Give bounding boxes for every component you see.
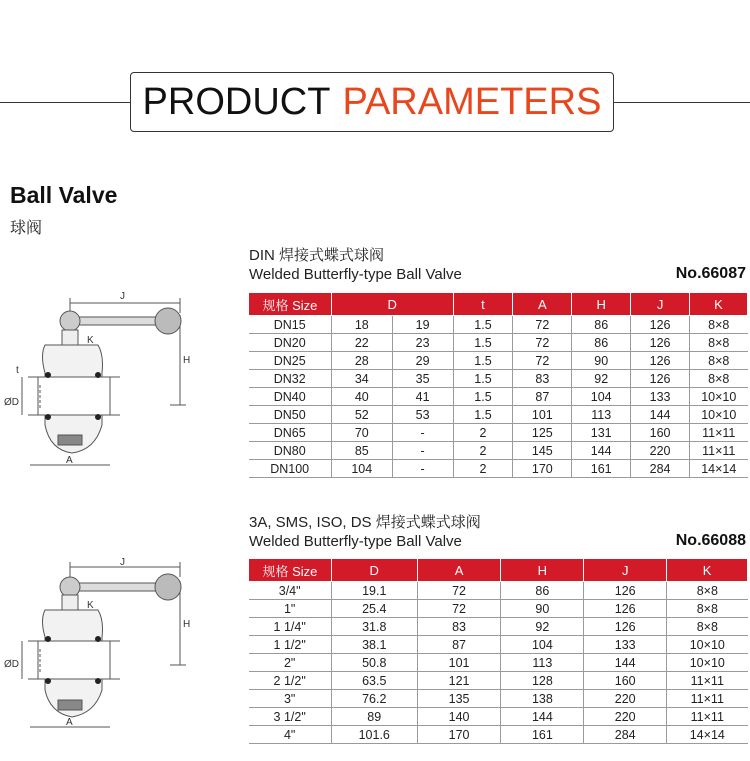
- table-cell: 284: [584, 726, 667, 744]
- table-cell: 86: [501, 582, 584, 600]
- table-cell: 72: [513, 334, 572, 352]
- table-cell: 101: [513, 406, 572, 424]
- table-cell: 133: [631, 388, 690, 406]
- table-cell: 126: [631, 370, 690, 388]
- table-cell: 131: [572, 424, 631, 442]
- table-cell: 161: [572, 460, 631, 478]
- table-cell: 41: [392, 388, 453, 406]
- table-cell: 8×8: [667, 600, 748, 618]
- valve-drawing-2: [0, 555, 200, 745]
- table-cell: 126: [631, 352, 690, 370]
- drawing2-label-k: K: [87, 600, 94, 611]
- table-cell: 128: [501, 672, 584, 690]
- valve-drawing-1: [0, 285, 200, 480]
- table-cell: 3/4": [249, 582, 332, 600]
- table-cell: 4": [249, 726, 332, 744]
- banner-word-product: PRODUCT: [142, 80, 331, 123]
- table-row: [249, 370, 748, 388]
- table2-title-cn: 3A, SMS, ISO, DS 焊接式蝶式球阀: [249, 514, 481, 531]
- table1-header-row: [249, 293, 748, 316]
- table1-model-number: No.66087: [675, 265, 746, 282]
- table-cell: 89: [331, 708, 417, 726]
- table-row: [249, 316, 748, 334]
- table-cell: -: [392, 424, 453, 442]
- table-cell: 126: [631, 334, 690, 352]
- table-cell: 72: [513, 316, 572, 334]
- drawing2-label-h: H: [183, 619, 191, 630]
- table-cell: 10×10: [690, 406, 748, 424]
- table-cell: -: [392, 460, 453, 478]
- table-cell: 14×14: [667, 726, 748, 744]
- drawing1-label-j: J: [120, 291, 125, 302]
- table-cell: 18: [331, 316, 392, 334]
- table-cell: DN65: [249, 424, 332, 442]
- table-cell: 2 1/2": [249, 672, 332, 690]
- table-row: [249, 582, 748, 600]
- table-cell: 35: [392, 370, 453, 388]
- table-cell: 101.6: [331, 726, 417, 744]
- table-cell: 25.4: [331, 600, 417, 618]
- table-cell: 53: [392, 406, 453, 424]
- table1-col-size: 规格 Size: [249, 293, 332, 316]
- table1-title-en: Welded Butterfly-type Ball Valve: [249, 266, 462, 283]
- banner-rule-right: [614, 102, 750, 103]
- table-cell: 1.5: [453, 370, 513, 388]
- table-cell: 11×11: [667, 672, 748, 690]
- table-row: [249, 672, 748, 690]
- table-cell: 133: [584, 636, 667, 654]
- table-row: [249, 424, 748, 442]
- table2-header-row: [249, 559, 748, 582]
- table-cell: 104: [572, 388, 631, 406]
- table-row: [249, 388, 748, 406]
- table-cell: 86: [572, 334, 631, 352]
- table-cell: 83: [417, 618, 501, 636]
- table-cell: 8×8: [667, 618, 748, 636]
- table-cell: 92: [572, 370, 631, 388]
- table-cell: 1.5: [453, 334, 513, 352]
- table-cell: DN40: [249, 388, 332, 406]
- table-cell: 22: [331, 334, 392, 352]
- table1-spec-table: [248, 292, 748, 478]
- table-cell: 34: [331, 370, 392, 388]
- table-cell: 72: [417, 582, 501, 600]
- table-cell: 144: [572, 442, 631, 460]
- table2-col-a: A: [417, 559, 501, 582]
- table1-col-t: t: [453, 293, 513, 316]
- table-cell: 121: [417, 672, 501, 690]
- table-cell: 144: [501, 708, 584, 726]
- table-cell: 1": [249, 600, 332, 618]
- table-row: [249, 708, 748, 726]
- drawing1-label-h: H: [183, 355, 191, 366]
- table-cell: 70: [331, 424, 392, 442]
- table-cell: 31.8: [331, 618, 417, 636]
- table1-col-k: K: [690, 293, 748, 316]
- table-cell: 1.5: [453, 352, 513, 370]
- table1-col-h: H: [572, 293, 631, 316]
- table-cell: DN20: [249, 334, 332, 352]
- table-cell: 1.5: [453, 316, 513, 334]
- table-cell: 170: [513, 460, 572, 478]
- drawing2-label-a: A: [66, 717, 73, 728]
- table2-heading: [249, 513, 481, 551]
- table-cell: 52: [331, 406, 392, 424]
- table-cell: 76.2: [331, 690, 417, 708]
- table-cell: 87: [417, 636, 501, 654]
- table-cell: DN15: [249, 316, 332, 334]
- drawing2-label-j: J: [120, 557, 125, 568]
- table-cell: 8×8: [667, 582, 748, 600]
- table-cell: 72: [417, 600, 501, 618]
- drawing1-label-a: A: [66, 455, 73, 466]
- drawing2-label-d: ØD: [4, 659, 19, 670]
- table-cell: 126: [584, 582, 667, 600]
- table-cell: 90: [572, 352, 631, 370]
- table-cell: 170: [417, 726, 501, 744]
- table-cell: 23: [392, 334, 453, 352]
- table1-col-a: A: [513, 293, 572, 316]
- table-cell: 2": [249, 654, 332, 672]
- table-cell: 72: [513, 352, 572, 370]
- table-cell: 104: [501, 636, 584, 654]
- table-cell: 29: [392, 352, 453, 370]
- section-subtitle: 球阀: [10, 220, 43, 237]
- table1-title-cn: DIN 焊接式蝶式球阀: [249, 247, 385, 264]
- table-cell: 90: [501, 600, 584, 618]
- table-cell: 113: [501, 654, 584, 672]
- table-cell: 126: [631, 316, 690, 334]
- drawing1-label-t: t: [16, 365, 19, 376]
- table-cell: DN25: [249, 352, 332, 370]
- table-cell: 11×11: [690, 424, 748, 442]
- table2-model-number: No.66088: [675, 532, 746, 549]
- table-cell: 1 1/2": [249, 636, 332, 654]
- section-title: Ball Valve: [10, 182, 118, 208]
- table-cell: 92: [501, 618, 584, 636]
- table-cell: 8×8: [690, 316, 748, 334]
- table-cell: DN50: [249, 406, 332, 424]
- table1-col-d: D: [331, 293, 453, 316]
- table-cell: 161: [501, 726, 584, 744]
- table2-col-k: K: [667, 559, 748, 582]
- table-cell: 2: [453, 460, 513, 478]
- table-cell: 3 1/2": [249, 708, 332, 726]
- table-cell: 138: [501, 690, 584, 708]
- table-cell: 140: [417, 708, 501, 726]
- table-cell: 284: [631, 460, 690, 478]
- table-cell: DN100: [249, 460, 332, 478]
- table-row: [249, 618, 748, 636]
- table-cell: 144: [631, 406, 690, 424]
- table-cell: 86: [572, 316, 631, 334]
- table-cell: 19.1: [331, 582, 417, 600]
- table-cell: 145: [513, 442, 572, 460]
- table2-spec-table: [248, 558, 748, 744]
- table-cell: 135: [417, 690, 501, 708]
- table-cell: 126: [584, 618, 667, 636]
- table-cell: 85: [331, 442, 392, 460]
- table-row: [249, 636, 748, 654]
- table-cell: 83: [513, 370, 572, 388]
- table-cell: 8×8: [690, 334, 748, 352]
- table-cell: 28: [331, 352, 392, 370]
- table1-heading: [249, 246, 462, 284]
- drawing1-label-k: K: [87, 335, 94, 346]
- table-cell: 10×10: [690, 388, 748, 406]
- banner-rule-left: [0, 102, 130, 103]
- table-cell: 11×11: [690, 442, 748, 460]
- table-cell: 50.8: [331, 654, 417, 672]
- table-cell: 10×10: [667, 654, 748, 672]
- table-row: [249, 726, 748, 744]
- table-cell: 125: [513, 424, 572, 442]
- table-row: [249, 334, 748, 352]
- table-cell: 19: [392, 316, 453, 334]
- table-cell: 104: [331, 460, 392, 478]
- table-cell: 38.1: [331, 636, 417, 654]
- banner-title: [130, 72, 614, 132]
- drawing1-label-d: ØD: [4, 397, 19, 408]
- table-cell: 40: [331, 388, 392, 406]
- table-row: [249, 600, 748, 618]
- table-cell: 1.5: [453, 406, 513, 424]
- table2-col-h: H: [501, 559, 584, 582]
- table-cell: 126: [584, 600, 667, 618]
- table-cell: 220: [631, 442, 690, 460]
- table-cell: 220: [584, 708, 667, 726]
- table-cell: -: [392, 442, 453, 460]
- table-row: [249, 654, 748, 672]
- table-cell: 113: [572, 406, 631, 424]
- table-cell: 160: [631, 424, 690, 442]
- table-cell: DN32: [249, 370, 332, 388]
- table-cell: 63.5: [331, 672, 417, 690]
- table2-col-d: D: [331, 559, 417, 582]
- table-cell: 14×14: [690, 460, 748, 478]
- banner-word-parameters: PARAMETERS: [342, 80, 602, 123]
- table2-col-j: J: [584, 559, 667, 582]
- table-cell: DN80: [249, 442, 332, 460]
- table-cell: 160: [584, 672, 667, 690]
- table-cell: 11×11: [667, 708, 748, 726]
- table-row: [249, 442, 748, 460]
- table-cell: 1 1/4": [249, 618, 332, 636]
- table-cell: 220: [584, 690, 667, 708]
- table2-col-size: 规格 Size: [249, 559, 332, 582]
- table-cell: 2: [453, 424, 513, 442]
- table-cell: 8×8: [690, 370, 748, 388]
- table-cell: 2: [453, 442, 513, 460]
- table-cell: 101: [417, 654, 501, 672]
- table1-col-j: J: [631, 293, 690, 316]
- table-row: [249, 406, 748, 424]
- table-cell: 8×8: [690, 352, 748, 370]
- table-cell: 3": [249, 690, 332, 708]
- table-row: [249, 352, 748, 370]
- table-row: [249, 460, 748, 478]
- table2-title-en: Welded Butterfly-type Ball Valve: [249, 533, 462, 550]
- table-cell: 10×10: [667, 636, 748, 654]
- table-cell: 1.5: [453, 388, 513, 406]
- table-cell: 144: [584, 654, 667, 672]
- table-cell: 87: [513, 388, 572, 406]
- table-cell: 11×11: [667, 690, 748, 708]
- table-row: [249, 690, 748, 708]
